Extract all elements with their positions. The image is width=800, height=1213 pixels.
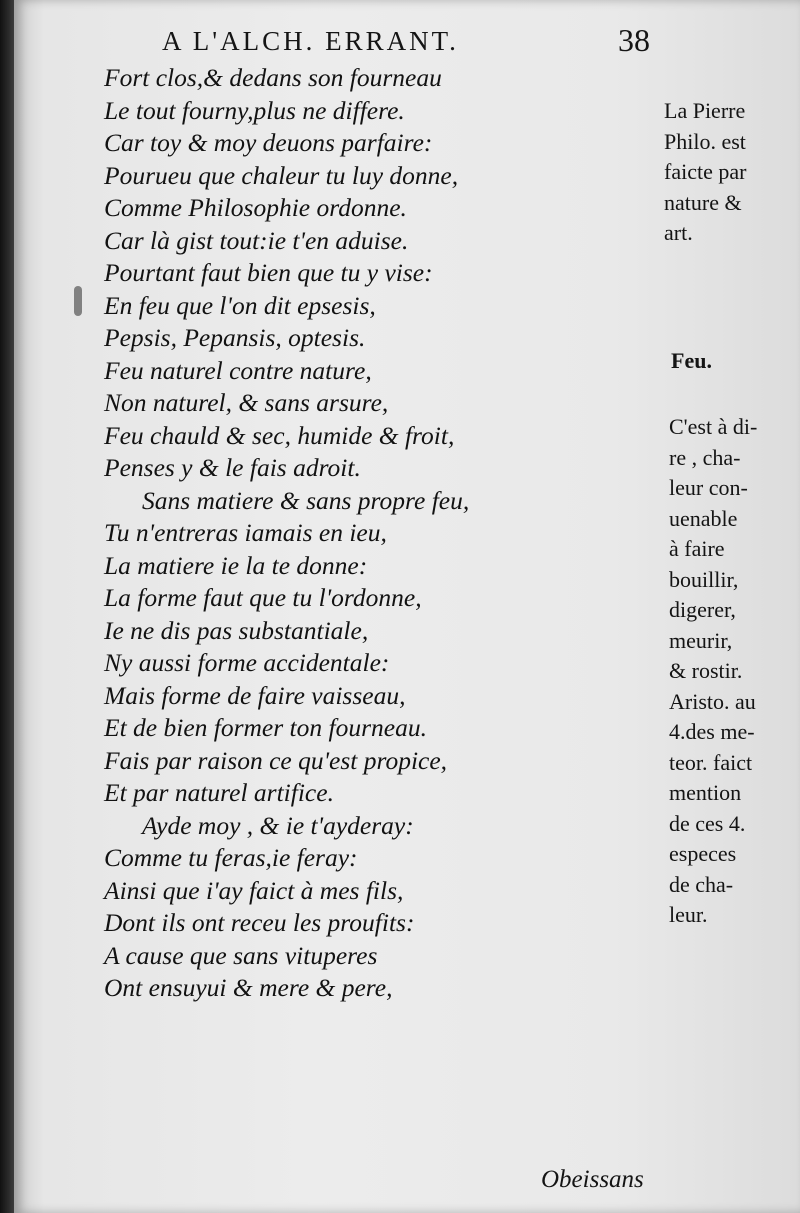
verse-line: Fais par raison ce qu'est propice,	[104, 745, 448, 775]
book-page	[14, 0, 800, 1213]
verse-line: Le tout fourny,plus ne differe.	[104, 95, 405, 125]
marginal-note-line: 4.des me-	[669, 719, 755, 744]
marginal-note-line: leur.	[669, 902, 708, 927]
verse-line: Sans matiere & sans propre feu,	[142, 485, 470, 515]
verse-line: Non naturel, & sans arsure,	[104, 388, 389, 417]
catchword: Obeissans	[541, 1166, 644, 1193]
marginal-note-line: & rostir.	[669, 658, 743, 683]
marginal-note-feu	[671, 346, 712, 377]
marginal-note-line: bouillir,	[669, 566, 739, 592]
page-number: 38	[618, 22, 650, 58]
verse-line: Tu n'entreras iamais en ieu,	[104, 518, 387, 547]
verse-line: Ayde moy , & ie t'ayderay:	[142, 810, 414, 840]
marginal-note-line: re , cha-	[669, 444, 741, 470]
binding-shadow	[0, 0, 14, 1213]
marginal-note-line: Philo. est	[664, 128, 746, 154]
verse-line: Pepsis, Pepansis, optesis.	[104, 323, 366, 352]
verse-line: Pourueu que chaleur tu luy donne,	[104, 160, 459, 190]
marginal-note-line: Aristo. au	[669, 688, 756, 714]
verse-line: Feu naturel contre nature,	[104, 355, 372, 385]
marginal-note-line: C'est à di-	[669, 414, 758, 439]
marginal-note-line: art.	[664, 220, 693, 245]
marginal-note-line: à faire	[669, 536, 725, 561]
verse-line: Mais forme de faire vaisseau,	[104, 680, 406, 710]
marginal-note-line: mention	[669, 780, 742, 805]
verse-line: Ie ne dis pas substantiale,	[104, 615, 369, 645]
marginal-note-line: meurir,	[669, 627, 733, 653]
verse-line: Dont ils ont receu les proufits:	[104, 908, 415, 937]
marginal-note-line: Feu.	[671, 348, 712, 373]
verse-line: Ont ensuyui & mere & pere,	[104, 973, 393, 1002]
verse-line: Feu chauld & sec, humide & froit,	[104, 420, 455, 450]
marginal-note-line: La Pierre	[664, 98, 746, 123]
verse-line: Et de bien former ton fourneau.	[104, 713, 427, 742]
verse-line: Comme tu feras,ie feray:	[104, 843, 358, 872]
verse-line: Et par naturel artifice.	[104, 778, 334, 807]
verse-line: Car là gist tout:ie t'en aduise.	[104, 225, 409, 255]
verse-line: Pourtant faut bien que tu y vise:	[104, 258, 433, 287]
verse-text	[104, 62, 664, 1005]
verse-line: Fort clos,& dedans son fourneau	[104, 63, 442, 92]
marginal-note-line: teor. faict	[669, 749, 753, 775]
marginal-note-line: de ces 4.	[669, 810, 746, 836]
verse-line: En feu que l'on dit epsesis,	[104, 290, 376, 320]
verse-line: Ainsi que i'ay faict à mes fils,	[104, 875, 404, 905]
verse-line: Penses y & le fais adroit.	[104, 453, 361, 482]
marginal-note-line: especes	[669, 841, 737, 866]
verse-line: Ny aussi forme accidentale:	[104, 648, 390, 677]
marginal-note-line: uenable	[669, 505, 738, 531]
verse-line: La forme faut que tu l'ordonne,	[104, 583, 422, 612]
verse-line: Car toy & moy deuons parfaire:	[104, 128, 433, 157]
marginal-note-line: digerer,	[669, 597, 736, 622]
marginal-note-pierre	[664, 96, 746, 249]
verse-line: A cause que sans vituperes	[104, 940, 378, 970]
ink-smudge	[74, 286, 82, 316]
marginal-note-line: nature &	[664, 189, 742, 215]
verse-line: La matiere ie la te donne:	[104, 550, 368, 580]
marginal-note-chaleur	[669, 412, 757, 931]
marginal-note-line: faicte par	[664, 159, 747, 184]
running-head: A L'ALCH. ERRANT.	[162, 26, 459, 56]
verse-line: Comme Philosophie ordonne.	[104, 193, 407, 222]
marginal-note-line: de cha-	[669, 871, 734, 897]
marginal-note-line: leur con-	[669, 475, 748, 500]
